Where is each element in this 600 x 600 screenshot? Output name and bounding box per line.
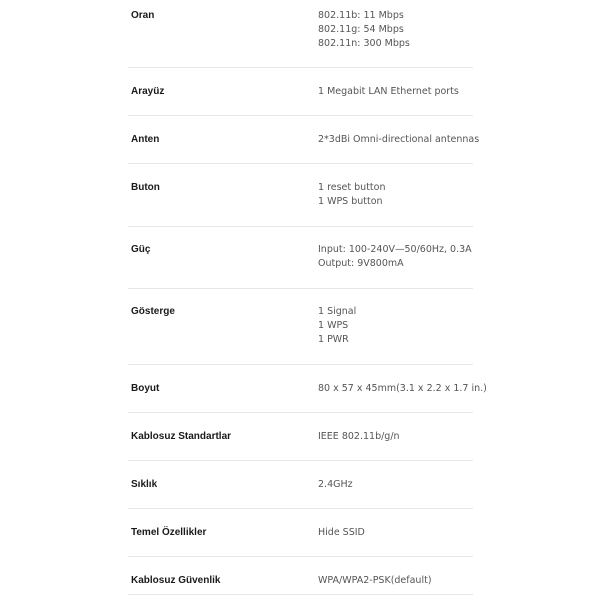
spec-value: 802.11n: 300 Mbps [318,38,410,49]
spec-value: 1 PWR [318,334,349,345]
spec-values [318,243,472,271]
spec-value: 1 WPS button [318,196,383,207]
spec-label: Kablosuz Standartlar [131,431,232,442]
spec-value: 1 WPS [318,320,349,331]
spec-value: Output: 9V800mA [318,258,404,269]
spec-row-guc [128,227,473,289]
spec-value: 2.4GHz [318,479,353,490]
spec-values [318,574,432,588]
spec-value: Hide SSID [318,527,365,538]
spec-value: 1 reset button [318,182,386,193]
spec-values [318,133,479,147]
spec-label: Sıklık [131,479,158,490]
spec-value: Input: 100-240V—50/60Hz, 0.3A [318,244,472,255]
spec-row-gosterge [128,289,473,365]
spec-row-boyut [128,365,487,413]
spec-row-anten [128,116,480,164]
spec-values [318,430,400,444]
spec-label: Temel Özellikler [131,527,207,538]
spec-values [318,478,353,492]
spec-row-oran [128,0,473,68]
spec-value: 802.11b: 11 Mbps [318,10,404,21]
spec-row-siklik [128,461,473,509]
spec-values [318,305,356,347]
spec-table [128,0,487,595]
spec-value: 80 x 57 x 45mm(3.1 x 2.2 x 1.7 in.) [318,383,487,394]
spec-label: Gösterge [131,306,175,317]
spec-label: Güç [131,244,151,255]
spec-value: 1 Signal [318,306,357,317]
spec-label: Oran [131,10,155,21]
spec-value: WPA/WPA2-PSK(default) [318,575,432,586]
spec-row-temel-ozellikler [128,509,473,557]
spec-label: Anten [131,134,160,145]
spec-values [318,9,410,51]
spec-value: 1 Megabit LAN Ethernet ports [318,86,459,97]
spec-values [318,526,365,540]
spec-row-buton [128,164,473,227]
spec-row-kablosuz-guvenlik [128,557,473,595]
spec-values [318,382,487,396]
spec-value: 2*3dBi Omni-directional antennas [318,134,480,145]
spec-row-kablosuz-standartlar [128,413,473,461]
spec-values [318,85,459,99]
spec-label: Boyut [131,383,160,394]
spec-label: Buton [131,182,160,193]
spec-label: Arayüz [131,86,165,97]
spec-value: 802.11g: 54 Mbps [318,24,404,35]
spec-value: IEEE 802.11b/g/n [318,431,400,442]
spec-values [318,181,385,209]
spec-row-arayuz [128,68,473,116]
spec-label: Kablosuz Güvenlik [131,575,221,586]
